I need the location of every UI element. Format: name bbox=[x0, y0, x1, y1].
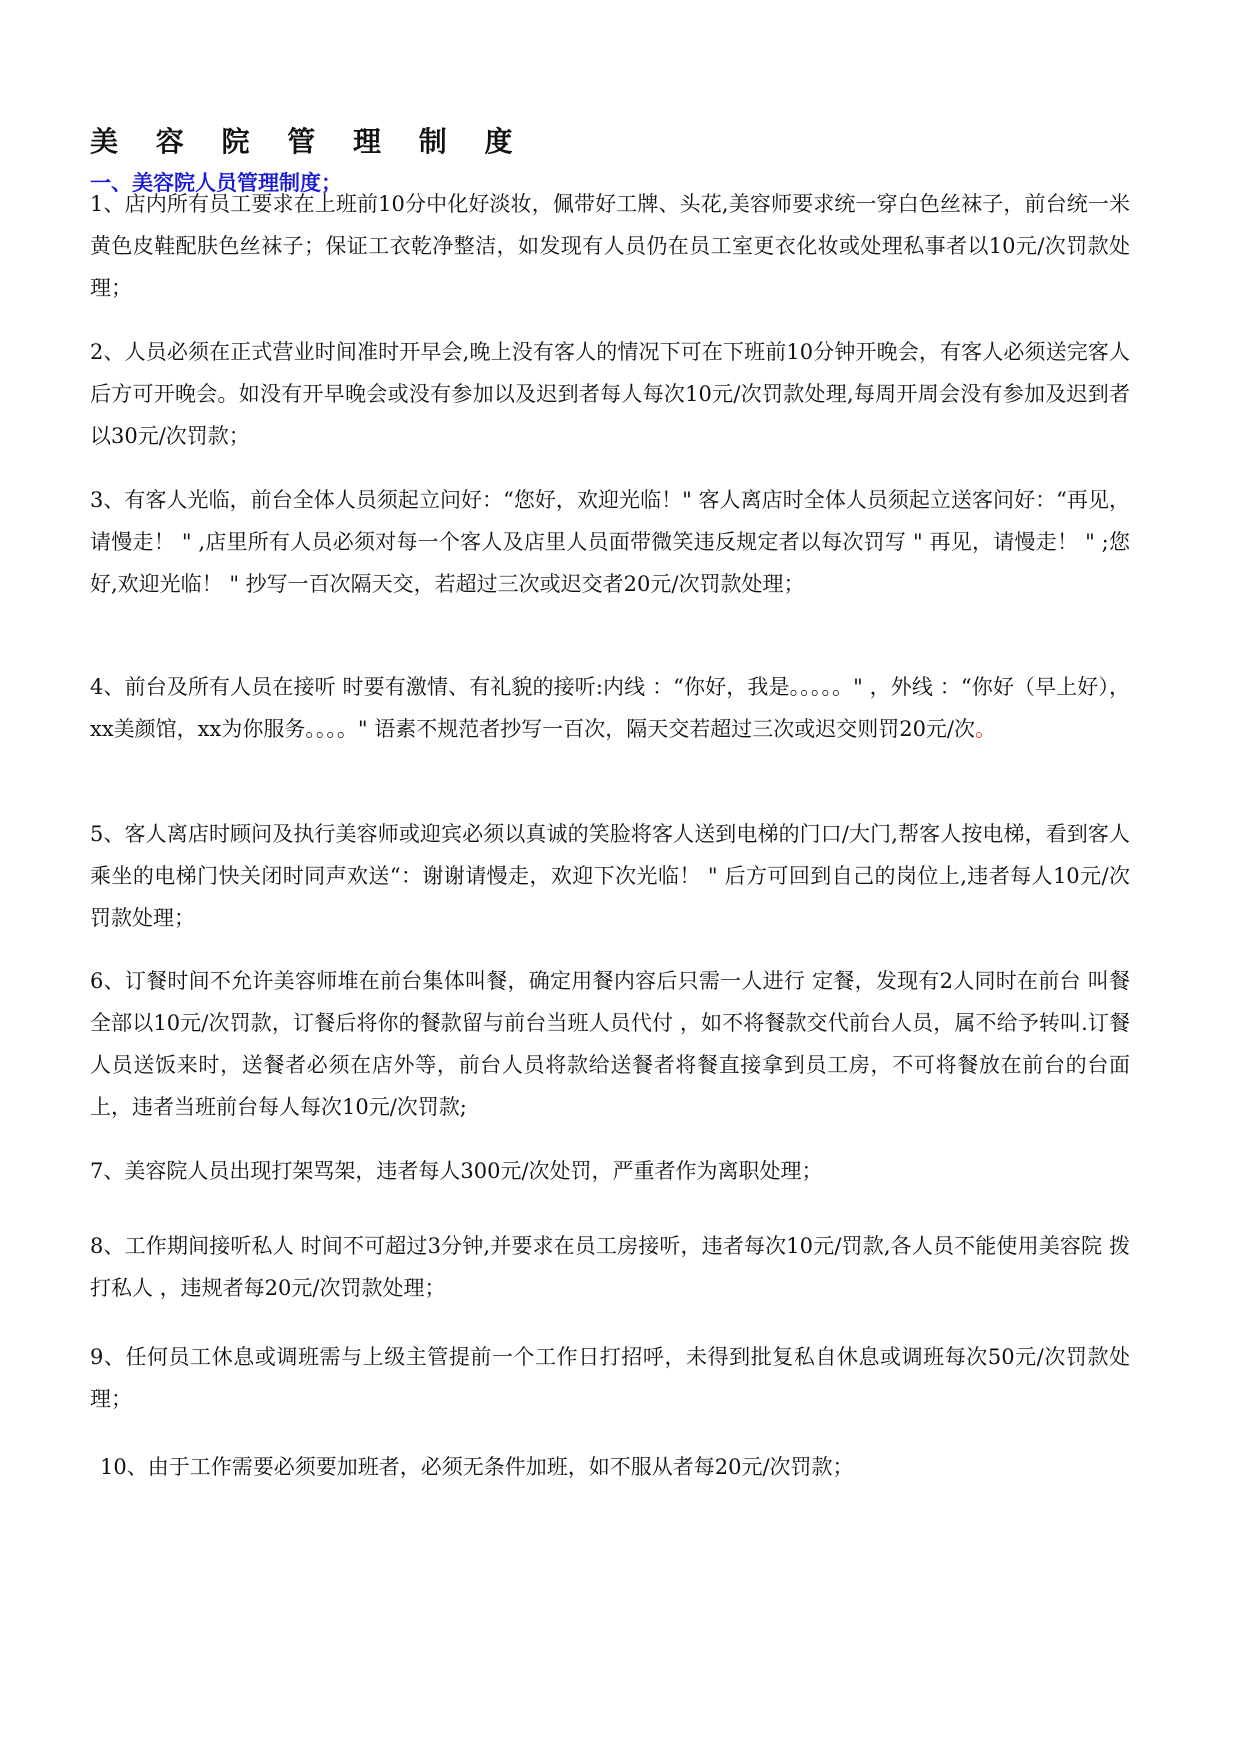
paragraph-10 bbox=[100, 1446, 1140, 1488]
paragraph-text: 7、美容院人员出现打架骂架，违者每人300元/次处罚，严重者作为离职处理； bbox=[90, 1159, 823, 1183]
paragraph-text: 1、店内所有员工要求在上班前10分中化好淡妆，佩带好工牌、头花,美容师要求统一穿白色丝袜子，前台统一米黄色皮鞋配肤色丝袜子；保证工衣乾净整洁，如发现有人员仍在员工室更衣化妆或处理私事者以10元/次罚款处理； bbox=[90, 192, 1130, 300]
paragraph-text: 2、人员必须在正式营业时间准时开早会,晚上没有客人的情况下可在下班前10分钟开晚会，有客人必须送完客人后方可开晚会。如没有开早晚会或没有参加以及迟到者每人每次10元/次罚款处理,每周开周会没有参加及迟到者以30元/次罚款； bbox=[90, 340, 1130, 448]
paragraph-7 bbox=[90, 1150, 1130, 1192]
paragraph-3 bbox=[90, 479, 1130, 605]
paragraph-text: 9、任何员工休息或调班需与上级主管提前一个工作日打招呼，未得到批复私自休息或调班每次50元/次罚款处理； bbox=[90, 1345, 1130, 1411]
paragraph-5 bbox=[90, 813, 1130, 939]
paragraph-1 bbox=[90, 183, 1130, 309]
paragraph-8 bbox=[90, 1225, 1130, 1309]
paragraph-text: 5、客人离店时顾问及执行美容师或迎宾必须以真诚的笑脸将客人送到电梯的门口/大门,帮客人按电梯，看到客人乘坐的电梯门快关闭时同声欢送“：谢谢请慢走，欢迎下次光临！ " 后方可回到自己的岗位上,违者每人10元/次罚款处理； bbox=[90, 822, 1130, 930]
paragraph-text: 8、工作期间接听私人 时间不可超过3分钟,并要求在员工房接听，违者每次10元/罚款,各人员不能使用美容院 拨打私人 ，违规者每20元/次罚款处理； bbox=[90, 1234, 1130, 1300]
paragraph-text: 10、由于工作需要必须要加班者，必须无条件加班，如不服从者每20元/次罚款； bbox=[100, 1455, 854, 1479]
paragraph-6 bbox=[90, 960, 1130, 1128]
paragraph-text: 6、订餐时间不允许美容师堆在前台集体叫餐，确定用餐内容后只需一人进行 定餐，发现有2人同时在前台 叫餐全部以10元/次罚款，订餐后将你的餐款留与前台当班人员代付 ，如不将餐款交代前台人员，属不给予转叫.订餐人员送饭来时，送餐者必须在店外等，前台人员将款给送餐者将餐直接拿到员工房，不可将餐放在前台的台面上，违者当班前台每人每次10元/次罚款; bbox=[90, 969, 1130, 1119]
document-title: 美 容 院 管 理 制 度 bbox=[90, 125, 527, 158]
paragraph-9 bbox=[90, 1336, 1130, 1420]
section-heading: 一、美容院人员管理制度； bbox=[90, 171, 342, 195]
paragraph-4 bbox=[90, 666, 1130, 750]
red-period-mark: 。 bbox=[975, 717, 997, 741]
paragraph-text: 3、有客人光临，前台全体人员须起立问好：“您好，欢迎光临！" 客人离店时全体人员须起立送客问好：“再见，请慢走！ " ,店里所有人员必须对每一个客人及店里人员面带微笑违反规定者以每次罚写 " 再见，请慢走！ " ;您好,欢迎光临！ " 抄写一百次隔天交，若超过三次或迟交者20元/次罚款处理； bbox=[90, 488, 1130, 596]
paragraph-2 bbox=[90, 331, 1130, 457]
paragraph-text: 4、前台及所有人员在接听 时要有激情、有礼貌的接听:内线 ：“你好，我是。。。。。" ，外线 ：“你好（早上好），xx美颜馆，xx为你服务。。。。" 语素不规范者抄写一百次，隔天交若超过三次或迟交则罚20元/次 bbox=[90, 675, 1130, 741]
